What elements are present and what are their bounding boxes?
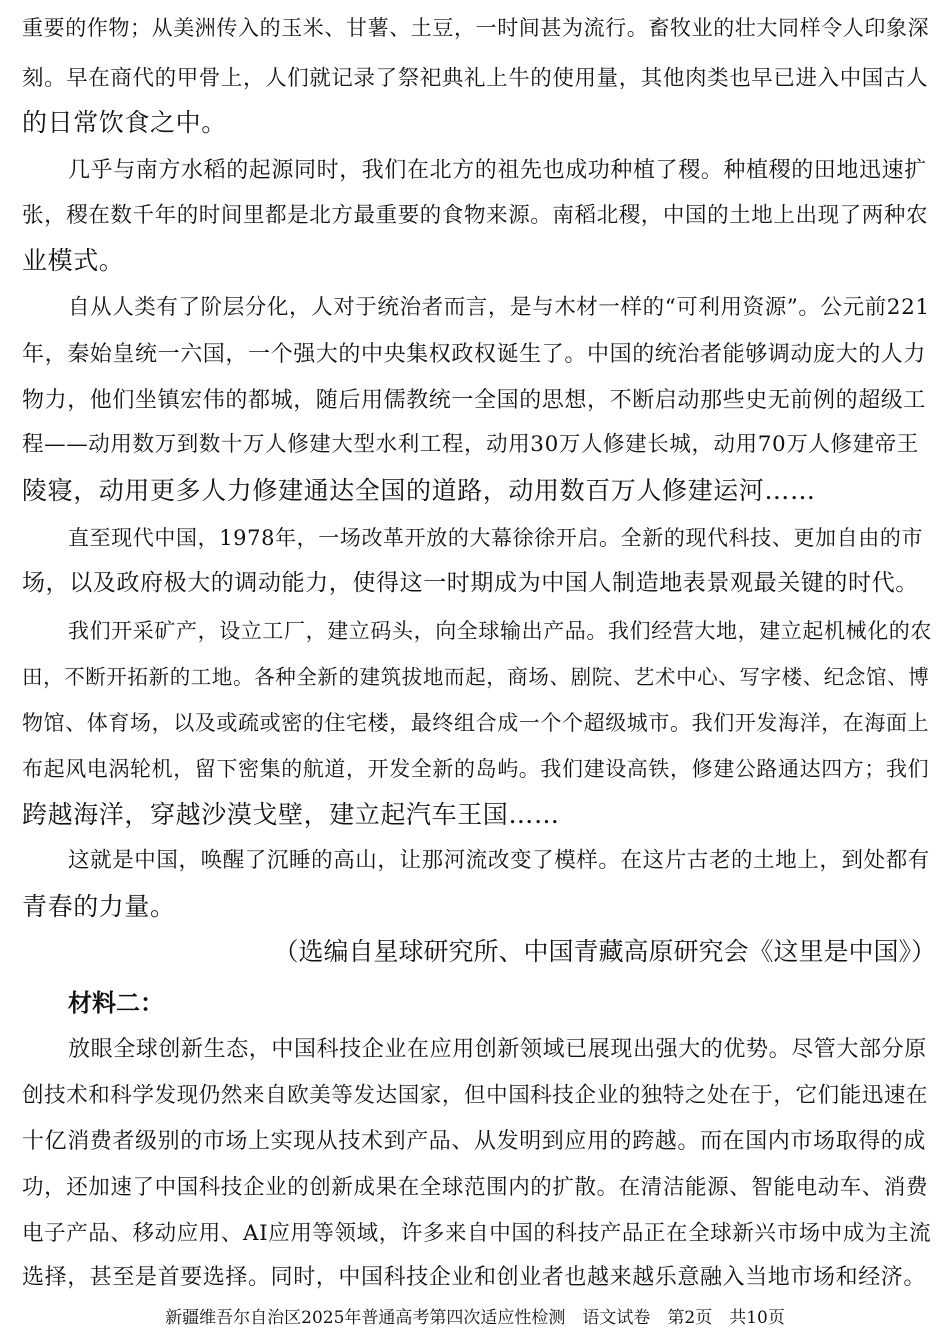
paragraph-line: 放眼全球创新生态，中国科技企业在应用创新领域已展现出强大的优势。尽管大部分原 <box>68 1037 927 1062</box>
paragraph-line: 场，以及政府极大的调动能力，使得这一时期成为中国人制造地表景观最关键的时代。 <box>22 570 919 596</box>
paragraph-line: 田，不断开拓新的工地。各种全新的建筑拔地而起，商场、剧院、艺术中心、写字楼、纪念馆、博 <box>22 665 930 689</box>
paragraph-line: 直至现代中国，1978年，一场改革开放的大幕徐徐开启。全新的现代科技、更加自由的市 <box>68 526 924 550</box>
paragraph-line: 刻。早在商代的甲骨上，人们就记录了祭祀典礼上牛的使用量，其他肉类也早已进入中国古人 <box>22 66 929 91</box>
paragraph-line: 选择，甚至是首要选择。同时，中国科技企业和创业者也越来越乐意融入当地市场和经济。 <box>22 1265 927 1290</box>
paragraph-line: 张，稷在数千年的时间里都是北方最重要的食物来源。南稻北稷，中国的土地上出现了两种农 <box>22 203 929 228</box>
paragraph-line: 电子产品、移动应用、AI应用等领域，许多来自中国的科技产品正在全球新兴市场中成为主流 <box>22 1221 932 1246</box>
paragraph-line: 陵寝，动用更多人力修建通达全国的道路，动用数百万人修建运河…… <box>22 476 816 505</box>
paragraph-line: 布起风电涡轮机，留下密集的航道，开发全新的岛屿。我们建设高铁，修建公路通达四方；我们 <box>22 757 930 781</box>
paragraph-line: 创技术和科学发现仍然来自欧美等发达国家，但中国科技企业的独特之处在于，它们能迅速在 <box>22 1083 929 1108</box>
page-footer: 新疆维吾尔自治区2025年普通高考第四次适应性检测 语文试卷 第2页 共10页 <box>165 1308 785 1328</box>
paragraph-line: 跨越海洋，穿越沙漠戈壁，建立起汽车王国…… <box>22 800 560 829</box>
paragraph-line: 我们开采矿产，设立工厂，建立码头，向全球输出产品。我们经营大地，建立起机械化的农 <box>68 619 932 643</box>
section-heading: 材料二： <box>68 989 164 1017</box>
paragraph-line: 程——动用数万到数十万人修建大型水利工程，动用30万人修建长城，动用70万人修建帝王 <box>22 432 919 457</box>
paragraph-line: 物力，他们坐镇宏伟的都城，随后用儒教统一全国的思想，不断启动那些史无前例的超级工 <box>22 388 927 413</box>
source-citation: （选编自星球研究所、中国青藏高原研究会《这里是中国》） <box>273 937 936 966</box>
paragraph-line: 业模式。 <box>22 246 125 275</box>
paragraph-line: 年，秦始皇统一六国，一个强大的中央集权政权诞生了。中国的统治者能够调动庞大的人力 <box>22 342 927 367</box>
paragraph-line: 自从人类有了阶层分化，人对于统治者而言，是与木材一样的“可利用资源”。公元前221 <box>68 295 930 320</box>
paragraph-line: 功，还加速了中国科技企业的创新成果在全球范围内的扩散。在清洁能源、智能电动车、消费 <box>22 1175 929 1200</box>
paragraph-line: 几乎与南方水稻的起源同时，我们在北方的祖先也成功种植了稷。种植稷的田地迅速扩 <box>68 158 927 183</box>
paragraph-line: 十亿消费者级别的市场上实现从技术到产品、从发明到应用的跨越。而在国内市场取得的成 <box>22 1129 927 1154</box>
paragraph-line: 重要的作物；从美洲传入的玉米、甘薯、土豆，一时间甚为流行。畜牧业的壮大同样令人印象深 <box>22 16 930 40</box>
paragraph-line: 物馆、体育场，以及或疏或密的住宅楼，最终组合成一个个超级城市。我们开发海洋，在海面上 <box>22 711 930 735</box>
paragraph-line: 青春的力量。 <box>22 892 176 921</box>
paragraph-line: 的日常饮食之中。 <box>22 108 227 137</box>
paragraph-line: 这就是中国，唤醒了沉睡的高山，让那河流改变了模样。在这片古老的土地上，到处都有 <box>68 848 930 873</box>
